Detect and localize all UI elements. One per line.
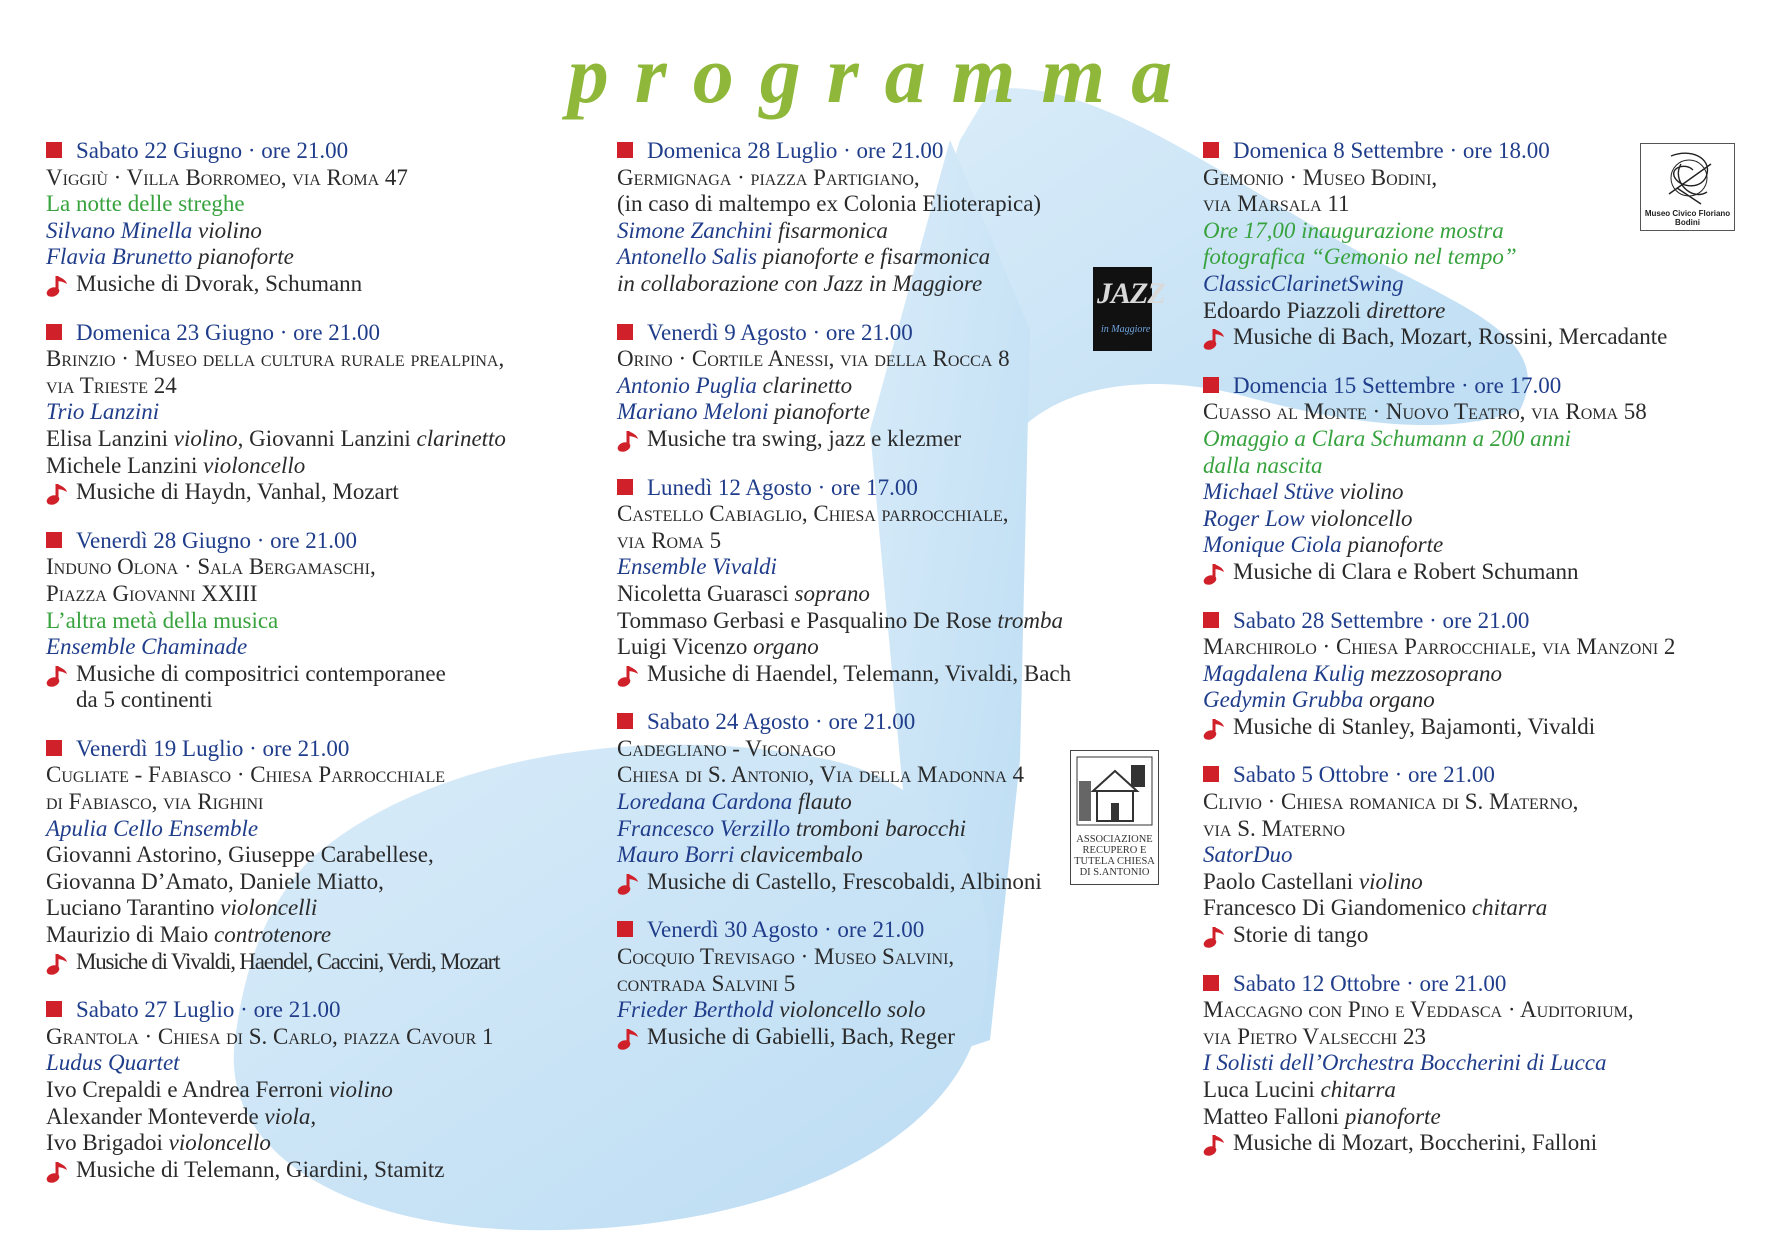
red-square-bullet-icon (46, 142, 62, 158)
performer-instrument: soprano (794, 580, 870, 606)
performer-name: Ivo Crepaldi e Andrea Ferroni (46, 1077, 324, 1102)
program-music-line (617, 426, 1142, 453)
performer-line (617, 997, 1142, 1024)
event-date-text: Venerdì 28 Giugno · ore 21.00 (76, 527, 358, 553)
museo-bodini-logo (1640, 143, 1735, 231)
program-music-line (617, 1024, 1142, 1051)
performer-name: Tommaso Gerbasi e Pasqualino De Rose (617, 607, 992, 633)
performer-line (46, 453, 606, 480)
performer-line (1203, 479, 1743, 506)
event-venue: Grantola · Chiesa di S. Carlo, piazza Cavour 1 (46, 1023, 494, 1049)
event-venue: Brinzio · Museo della cultura rurale prealpina, (46, 346, 505, 372)
performer-name: Mariano Meloni (617, 399, 769, 425)
event-address: Piazza Giovanni XXIII (46, 580, 258, 606)
performer-line (617, 842, 1142, 869)
event-date-text: Domenica 8 Settembre · ore 18.00 (1233, 138, 1550, 163)
performer-line (617, 581, 1142, 608)
performer-line (1203, 1077, 1743, 1104)
red-square-bullet-icon (1203, 612, 1219, 628)
program-music-text: Musiche di Clara e Robert Schumann (1233, 558, 1579, 584)
performer-name: Mauro Borri (617, 842, 735, 868)
event-subtitle: fotografica “Gemonio nel tempo” (1203, 244, 1517, 270)
event-venue: Chiesa di S. Antonio, Via della Madonna 4 (617, 762, 1025, 788)
event-block (46, 736, 606, 975)
event-block (617, 917, 1142, 1050)
red-square-bullet-icon (46, 324, 62, 340)
performer-line (1203, 687, 1743, 714)
performer-instrument: pianoforte (774, 399, 870, 425)
event-block (46, 528, 606, 714)
program-music-line (1203, 324, 1743, 351)
program-column-1 (46, 138, 606, 1205)
ensemble-name: I Solisti dell’Orchestra Boccherini di Lucca (1203, 1050, 1607, 1076)
event-address: via Pietro Valsecchi 23 (1203, 1023, 1427, 1049)
performer-instrument: tromba (997, 607, 1063, 633)
event-note-italic: in collaborazione con Jazz in Maggiore (617, 270, 983, 296)
red-square-bullet-icon (617, 921, 633, 937)
performer-name: Francesco Di Giandomenico (1203, 895, 1467, 921)
jazz-logo-text: JAZZ (1097, 277, 1165, 310)
event-block (617, 709, 1142, 895)
church-drawing-icon (1071, 751, 1158, 831)
performer-instrument: pianoforte (1347, 532, 1444, 558)
performer-instrument: organo (1369, 687, 1435, 713)
ensemble-name: Trio Lanzini (46, 399, 160, 425)
event-date-text: Domenica 23 Giugno · ore 21.00 (76, 319, 381, 345)
performer-line (1203, 532, 1743, 559)
event-date-text: Venerdì 9 Agosto · ore 21.00 (647, 319, 913, 345)
performer-instrument: tromboni barocchi (795, 815, 967, 841)
event-date-heading (46, 528, 606, 555)
red-square-bullet-icon (617, 713, 633, 729)
event-subtitle: Omaggio a Clara Schumann a 200 anni (1203, 425, 1571, 451)
performer-name: Edoardo Piazzoli (1203, 297, 1361, 323)
red-square-bullet-icon (1203, 142, 1219, 158)
event-date-text: Sabato 5 Ottobre · ore 21.00 (1233, 762, 1495, 788)
performer-name: Elisa Lanzini (46, 425, 174, 451)
performer-name: Francesco Verzillo (617, 815, 791, 841)
event-venue: Germignaga · piazza Partigiano, (617, 164, 920, 190)
performer-instrument: chitarra (1320, 1077, 1396, 1102)
event-subtitle: L’altra metà della musica (46, 607, 279, 633)
performer-name: Luigi Vicenzo (617, 634, 748, 660)
bodini-logo-text: Museo Civico Floriano Bodini (1644, 209, 1731, 227)
bodini-sketch-icon (1641, 144, 1734, 216)
performer-name: Luca Lucini (1203, 1077, 1315, 1102)
performer-instrument: fisarmonica (778, 217, 888, 243)
program-music-line (1203, 922, 1743, 949)
event-text-line: Giovanni Astorino, Giuseppe Carabellese, (46, 842, 434, 868)
performer-line (1203, 1104, 1743, 1131)
performer-instrument: violoncello solo (779, 997, 926, 1023)
event-subtitle: dalla nascita (1203, 452, 1323, 478)
performer-line (1203, 869, 1743, 896)
program-music-text: Musiche di Stanley, Bajamonti, Vivaldi (1233, 713, 1596, 739)
performer-name: Maurizio di Maio (46, 922, 209, 948)
performer-line (46, 426, 606, 453)
event-date-text: Sabato 24 Agosto · ore 21.00 (647, 709, 916, 735)
performer-instrument: violoncello (1310, 505, 1413, 531)
event-venue: Cuasso al Monte · Nuovo Teatro, via Roma 58 (1203, 399, 1647, 425)
jazz-logo-subtext: in Maggiore (1101, 324, 1151, 335)
program-music-line (617, 869, 1142, 896)
event-date-text: Sabato 27 Luglio · ore 21.00 (76, 997, 341, 1023)
event-block (1203, 971, 1743, 1157)
performer-name: Ivo Brigadoi (46, 1130, 163, 1156)
performer-line (617, 218, 1142, 245)
red-square-bullet-icon (46, 1001, 62, 1017)
associazione-chiesa-s-antonio-logo (1070, 750, 1159, 885)
program-music-line (1203, 1130, 1743, 1157)
program-music-line (46, 949, 606, 976)
event-venue: Cocquio Trevisago · Museo Salvini, (617, 944, 955, 970)
red-square-bullet-icon (1203, 766, 1219, 782)
performer-name: Michael Stüve (1203, 479, 1334, 505)
performer-name: Nicoletta Guarasci (617, 580, 789, 606)
event-block (617, 138, 1142, 298)
program-music-text: Musiche di Castello, Frescobaldi, Albinoni (647, 868, 1042, 894)
ensemble-name: Ludus Quartet (46, 1050, 180, 1076)
performer-instrument: mezzosoprano (1370, 660, 1503, 686)
event-address: contrada Salvini 5 (617, 970, 796, 996)
event-date-heading (1203, 762, 1743, 789)
performer-name: Loredana Cardona (617, 789, 793, 815)
performer-instrument: violino (173, 425, 238, 451)
performer-name: Silvano Minella (46, 217, 193, 243)
event-venue: Orino · Cortile Anessi, via della Rocca 8 (617, 346, 1010, 372)
event-date-text: Venerdì 19 Luglio · ore 21.00 (76, 735, 350, 761)
program-music-text: Musiche di Gabielli, Bach, Reger (647, 1023, 955, 1049)
performer-name: Roger Low (1203, 505, 1305, 531)
event-date-text: Domencia 15 Settembre · ore 17.00 (1233, 372, 1562, 398)
event-venue: Viggiù · Villa Borromeo, via Roma 47 (46, 164, 408, 190)
performer-line (617, 244, 1142, 271)
performer-name: Michele Lanzini (46, 452, 198, 478)
program-music-line (46, 1157, 606, 1184)
performer-instrument: controtenore (214, 922, 332, 948)
event-venue: Cugliate - Fabiasco · Chiesa Parrocchiale (46, 762, 445, 788)
performer-instrument: clarinetto (762, 372, 853, 398)
antonio-logo-text: ASSOCIAZIONE RECUPERO E TUTELA CHIESA DI S.ANTONIO (1074, 834, 1155, 878)
ensemble-name: ClassicClarinetSwing (1203, 270, 1404, 296)
event-address: via Marsala 11 (1203, 191, 1350, 217)
performer-instrument: clavicembalo (740, 842, 863, 868)
event-subtitle: La notte delle streghe (46, 191, 245, 217)
program-music-line (46, 479, 606, 506)
performer-instrument: violino (198, 217, 262, 243)
performer-instrument: pianoforte (198, 244, 294, 270)
event-venue: Cadegliano - Viconago (617, 735, 836, 761)
event-address: via Trieste 24 (46, 372, 177, 398)
performer-instrument: direttore (1366, 297, 1446, 323)
event-date-heading (617, 475, 1142, 502)
event-venue: Clivio · Chiesa romanica di S. Materno, (1203, 789, 1579, 815)
event-date-heading (46, 736, 606, 763)
event-date-heading (617, 917, 1142, 944)
event-date-text: Domenica 28 Luglio · ore 21.00 (647, 138, 944, 163)
red-square-bullet-icon (617, 324, 633, 340)
event-address: via Roma 5 (617, 527, 722, 553)
event-date-text: Sabato 12 Ottobre · ore 21.00 (1233, 970, 1507, 996)
program-music-text: Musiche di Haydn, Vanhal, Mozart (76, 479, 399, 505)
jazz-in-maggiore-logo (1093, 267, 1165, 351)
event-venue: Marchirolo · Chiesa Parrocchiale, via Manzoni 2 (1203, 634, 1676, 660)
page-title: programma (567, 29, 1199, 120)
ensemble-name: SatorDuo (1203, 842, 1293, 868)
event-venue: Gemonio · Museo Bodini, (1203, 164, 1438, 190)
event-text-line: Giovanna D’Amato, Daniele Miatto, (46, 868, 384, 894)
performer-name: Matteo Falloni (1203, 1103, 1340, 1129)
performer-line (46, 922, 606, 949)
event-date-heading (46, 320, 606, 347)
performer-line (617, 399, 1142, 426)
event-date-heading (1203, 971, 1743, 998)
program-music-text: Musiche di Haendel, Telemann, Vivaldi, Bach (647, 660, 1072, 686)
performer-line (46, 244, 606, 271)
performer-instrument: violino (1358, 868, 1423, 894)
event-block (617, 475, 1142, 688)
performer-instrument: flauto (798, 789, 852, 815)
program-column-2 (617, 138, 1142, 1072)
program-music-text: Storie di tango (1233, 922, 1369, 948)
program-music-text: Musiche di Dvorak, Schumann (76, 270, 363, 296)
performer-instrument: violoncelli (220, 895, 318, 921)
performer-name: , Giovanni Lanzini (237, 425, 417, 451)
event-date-text: Lunedì 12 Agosto · ore 17.00 (647, 474, 918, 500)
performer-instrument: pianoforte e fisarmonica (762, 244, 991, 270)
performer-name: Monique Ciola (1203, 532, 1342, 558)
performer-line (46, 218, 606, 245)
performer-line (46, 1130, 606, 1157)
performer-instrument: violino (1339, 479, 1404, 505)
event-block (617, 320, 1142, 453)
performer-name: Frieder Berthold (617, 997, 774, 1023)
event-venue: Castello Cabiaglio, Chiesa parrocchiale, (617, 501, 1009, 527)
event-address: via S. Materno (1203, 815, 1346, 841)
event-text-line: (in caso di maltempo ex Colonia Elioterapica) (617, 191, 1042, 217)
event-date-text: Venerdì 30 Agosto · ore 21.00 (647, 917, 925, 943)
red-square-bullet-icon (46, 740, 62, 756)
event-date-heading (1203, 608, 1743, 635)
event-date-text: Sabato 28 Settembre · ore 21.00 (1233, 607, 1530, 633)
performer-instrument: chitarra (1471, 895, 1548, 921)
performer-instrument: clarinetto (416, 425, 506, 451)
program-music-text: Musiche di Telemann, Giardini, Stamitz (76, 1156, 445, 1182)
event-venue: di Fabiasco, via Righini (46, 789, 264, 815)
ensemble-name: Apulia Cello Ensemble (46, 815, 259, 841)
performer-instrument: viola, (264, 1103, 317, 1129)
program-music-text: Musiche di Bach, Mozart, Rossini, Mercadante (1233, 324, 1668, 350)
event-subtitle: Ore 17,00 inaugurazione mostra (1203, 217, 1504, 243)
event-date-heading (617, 320, 1142, 347)
performer-instrument: violoncello (168, 1130, 271, 1156)
performer-name: Paolo Castellani (1203, 868, 1354, 894)
performer-instrument: violoncello (203, 452, 306, 478)
event-venue: Maccagno con Pino e Veddasca · Auditorium, (1203, 997, 1634, 1023)
program-music-text: Musiche di Mozart, Boccherini, Falloni (1233, 1130, 1598, 1156)
performer-line (46, 1077, 606, 1104)
performer-line (1203, 298, 1743, 325)
event-date-text: Sabato 22 Giugno · ore 21.00 (76, 138, 349, 163)
event-block (46, 320, 606, 506)
ensemble-name: Ensemble Vivaldi (617, 554, 777, 580)
performer-name: Antonello Salis (617, 244, 757, 270)
ensemble-name: Ensemble Chaminade (46, 634, 248, 660)
program-music-line (46, 271, 606, 298)
event-block (46, 138, 606, 298)
red-square-bullet-icon (617, 142, 633, 158)
program-music-text: da 5 continenti (76, 687, 213, 713)
performer-line (46, 895, 606, 922)
program-music-line (46, 661, 606, 688)
event-date-heading (46, 997, 606, 1024)
performer-instrument: organo (753, 634, 819, 660)
performer-name: Antonio Puglia (617, 372, 757, 398)
performer-line (46, 1104, 606, 1131)
event-date-heading (46, 138, 606, 165)
program-music-line (1203, 559, 1743, 586)
red-square-bullet-icon (1203, 377, 1219, 393)
event-block (1203, 762, 1743, 948)
performer-line (617, 816, 1142, 843)
event-date-heading (1203, 373, 1743, 400)
performer-name: Simone Zanchini (617, 217, 773, 243)
performer-instrument: pianoforte (1344, 1103, 1441, 1129)
performer-name: Alexander Monteverde (46, 1103, 259, 1129)
program-music-line (617, 661, 1142, 688)
performer-name: Magdalena Kulig (1203, 660, 1365, 686)
performer-name: Luciano Tarantino (46, 895, 215, 921)
performer-line (617, 789, 1142, 816)
event-date-heading (617, 709, 1142, 736)
red-square-bullet-icon (617, 479, 633, 495)
red-square-bullet-icon (1203, 975, 1219, 991)
performer-name: Flavia Brunetto (46, 244, 193, 270)
performer-line (1203, 506, 1743, 533)
performer-line (1203, 895, 1743, 922)
event-block (46, 997, 606, 1183)
performer-line (617, 373, 1142, 400)
program-music-line (1203, 714, 1743, 741)
performer-line (617, 608, 1142, 635)
event-block (1203, 373, 1743, 586)
program-music-text: Musiche di compositrici contemporanee (76, 660, 446, 686)
event-date-heading (617, 138, 1142, 165)
performer-name: Gedymin Grubba (1203, 687, 1364, 713)
performer-line (617, 634, 1142, 661)
program-music-text: Musiche tra swing, jazz e klezmer (647, 425, 962, 451)
program-music-text: Musiche di Vivaldi, Haendel, Caccini, Verdi, Mozart (76, 948, 500, 974)
performer-line (1203, 661, 1743, 688)
performer-instrument: violino (328, 1077, 393, 1102)
red-square-bullet-icon (46, 532, 62, 548)
event-venue: Induno Olona · Sala Bergamaschi, (46, 554, 376, 580)
program-column-3 (1203, 138, 1743, 1179)
event-block (1203, 608, 1743, 741)
